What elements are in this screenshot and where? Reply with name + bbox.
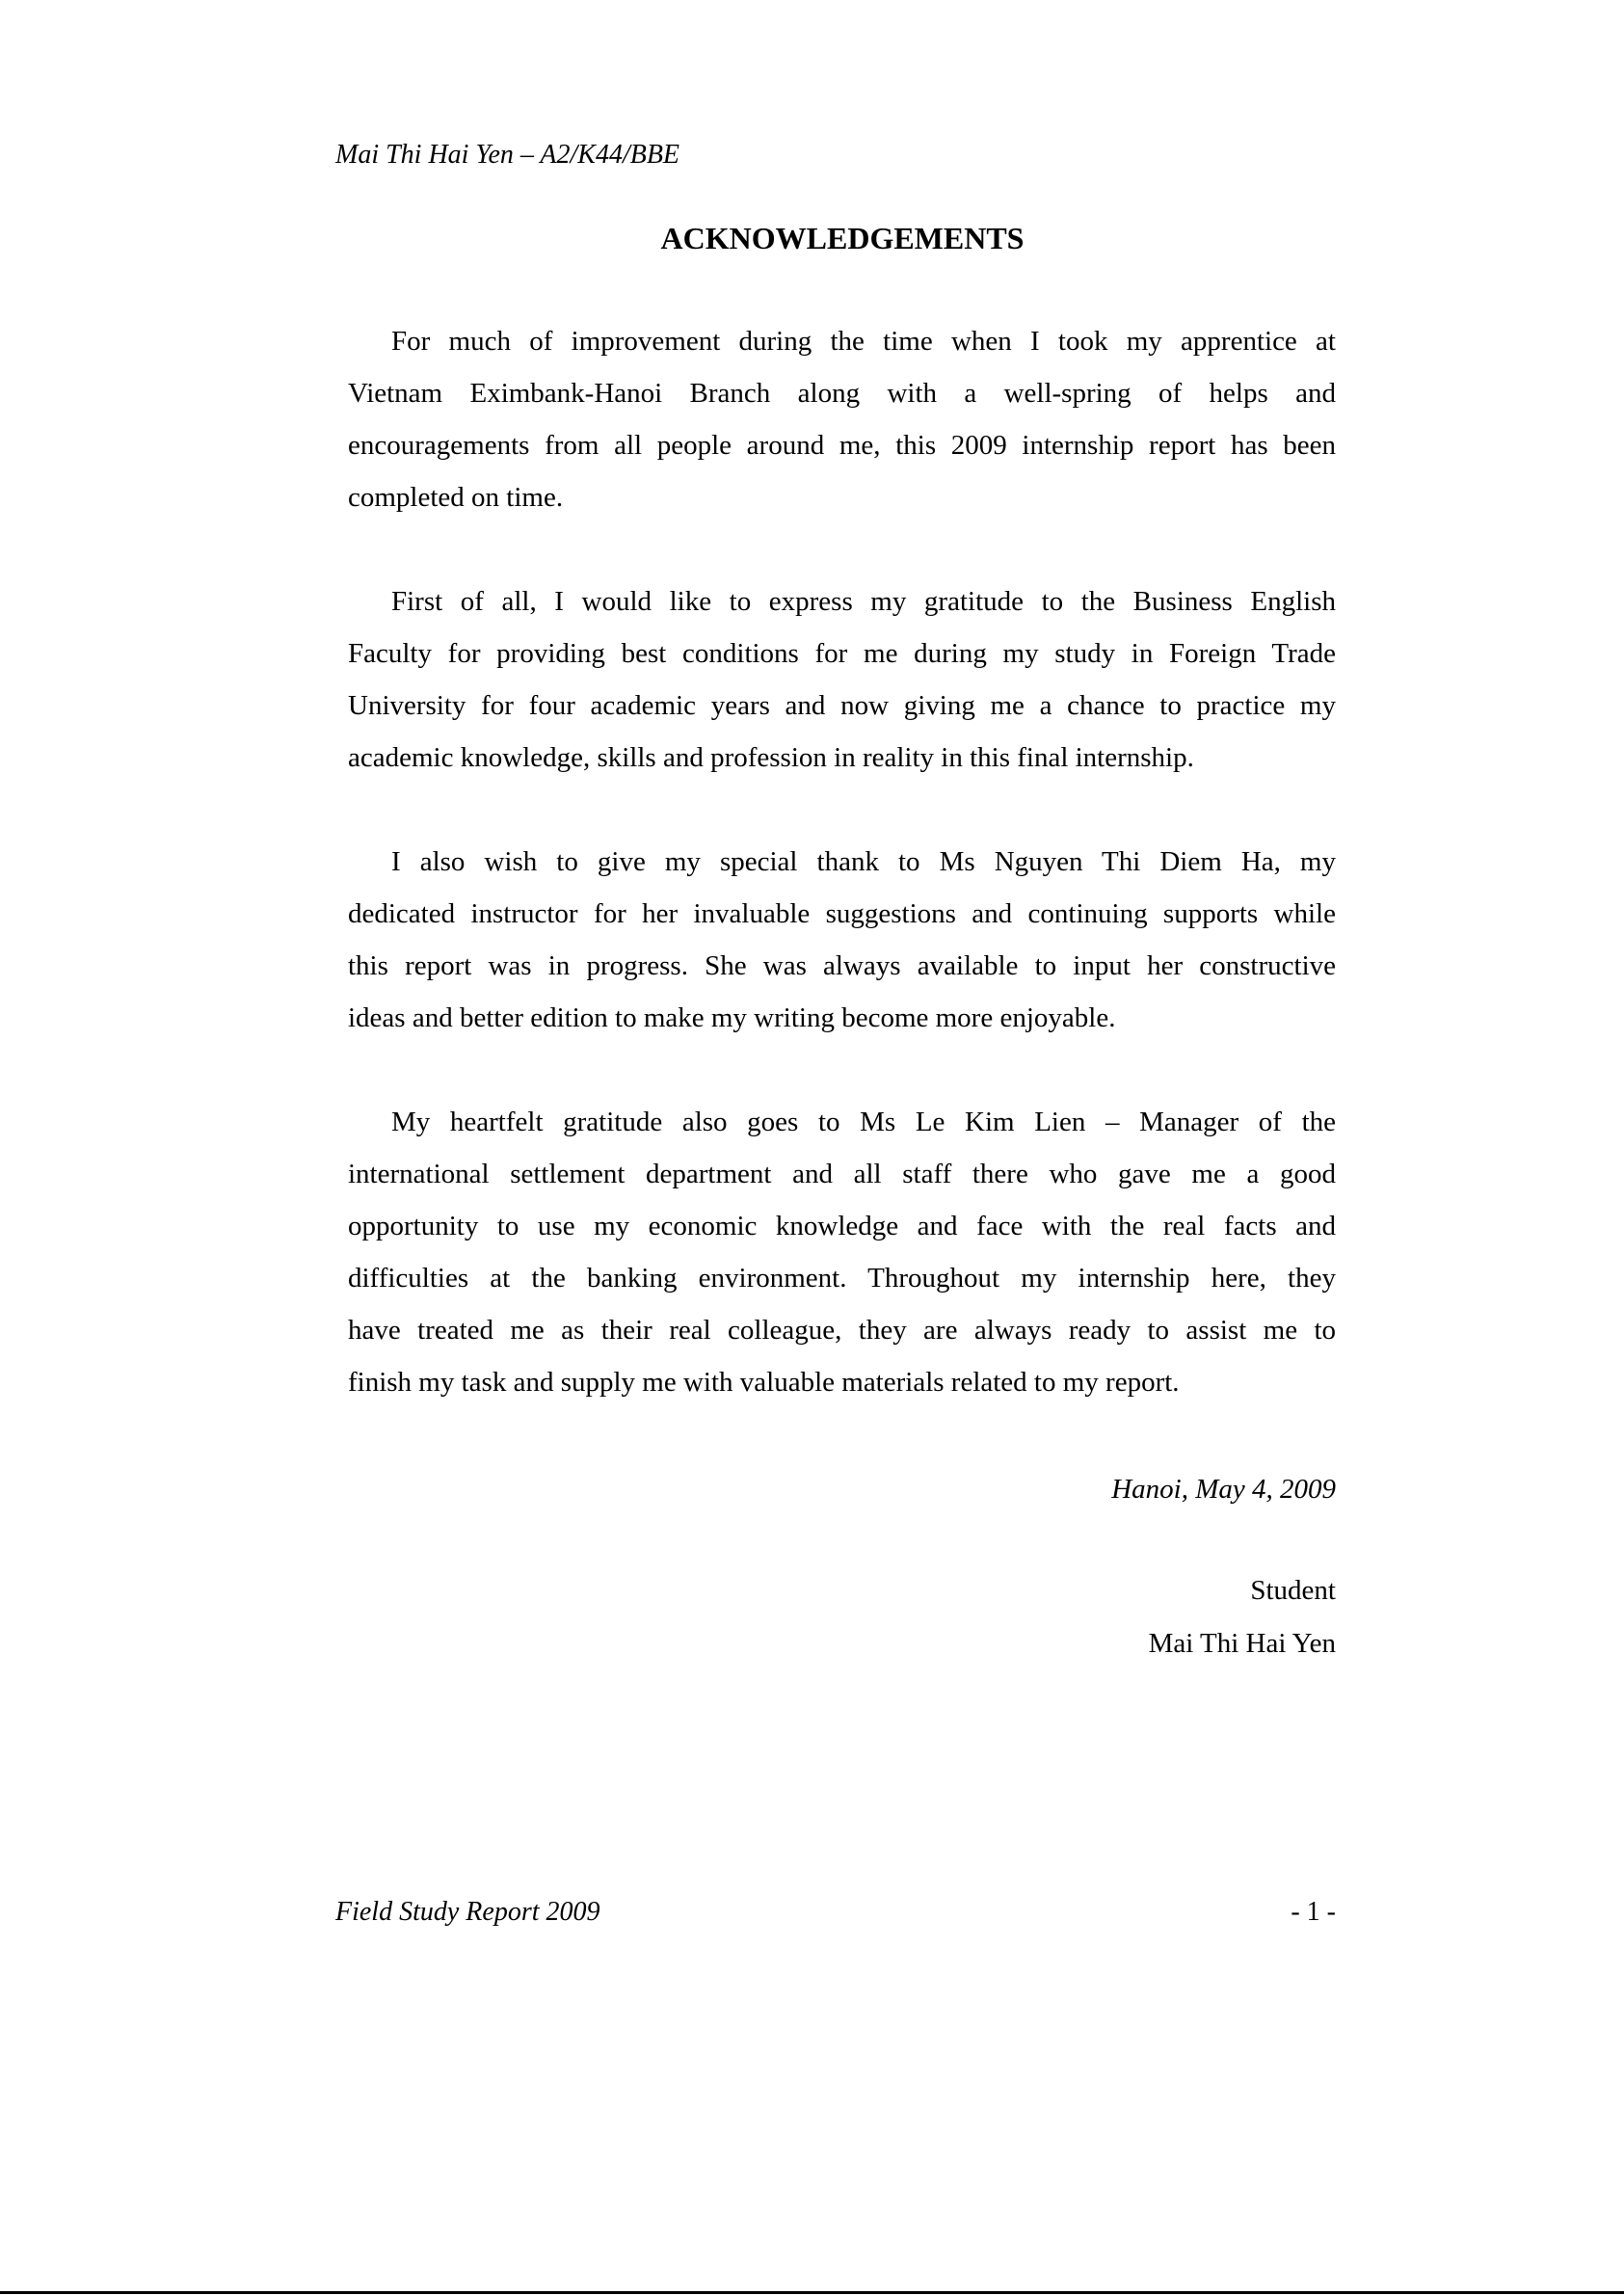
paragraph-line: Vietnam Eximbank-Hanoi Branch along with a well-spring of helps and	[348, 378, 1336, 409]
paragraph-line: opportunity to use my economic knowledge and face with the real facts and	[348, 1211, 1336, 1241]
paragraph	[348, 1096, 1336, 1408]
paragraph-line: University for four academic years and now giving me a chance to practice my	[348, 690, 1336, 721]
paragraph-line: finish my task and supply me with valuable materials related to my report.	[348, 1367, 1180, 1398]
paragraph-line: First of all, I would like to express my gratitude to the Business English	[391, 586, 1336, 617]
footer-title: Field Study Report 2009	[335, 1897, 600, 1927]
paragraph	[348, 315, 1336, 523]
paragraph-line: completed on time.	[348, 482, 564, 513]
page-header: Mai Thi Hai Yen – A2/K44/BBE	[335, 140, 680, 170]
paragraph-line: international settlement department and all staff there who gave me a good	[348, 1159, 1336, 1189]
paragraph-line: Faculty for providing best conditions for me during my study in Foreign Trade	[348, 638, 1336, 669]
page-bottom-edge	[0, 2291, 1624, 2294]
page-number: - 1 -	[1291, 1897, 1336, 1927]
page-title: ACKNOWLEDGEMENTS	[660, 221, 1025, 255]
paragraph-line: I also wish to give my special thank to Ms Nguyen Thi Diem Ha, my	[391, 846, 1336, 877]
paragraph-line: have treated me as their real colleague, they are always ready to assist me to	[348, 1315, 1336, 1346]
paragraph-line: this report was in progress. She was always available to input her constructive	[348, 950, 1336, 981]
paragraph	[348, 836, 1336, 1044]
paragraph-line: difficulties at the banking environment. Throughout my internship here, they	[348, 1263, 1336, 1294]
paragraph-line: encouragements from all people around me, this 2009 internship report has been	[348, 430, 1336, 461]
signature-date: Hanoi, May 4, 2009	[1111, 1474, 1336, 1505]
signature-role: Student	[1250, 1575, 1336, 1606]
paragraph-line: ideas and better edition to make my writing become more enjoyable.	[348, 1002, 1116, 1033]
paragraph	[348, 575, 1336, 784]
paragraph-line: academic knowledge, skills and profession in reality in this final internship.	[348, 742, 1194, 773]
paragraph-line: dedicated instructor for her invaluable suggestions and continuing supports while	[348, 898, 1336, 929]
paragraph-line: My heartfelt gratitude also goes to Ms Le Kim Lien – Manager of the	[391, 1107, 1336, 1137]
signature-name: Mai Thi Hai Yen	[1148, 1628, 1336, 1659]
paragraph-line: For much of improvement during the time when I took my apprentice at	[391, 326, 1336, 357]
